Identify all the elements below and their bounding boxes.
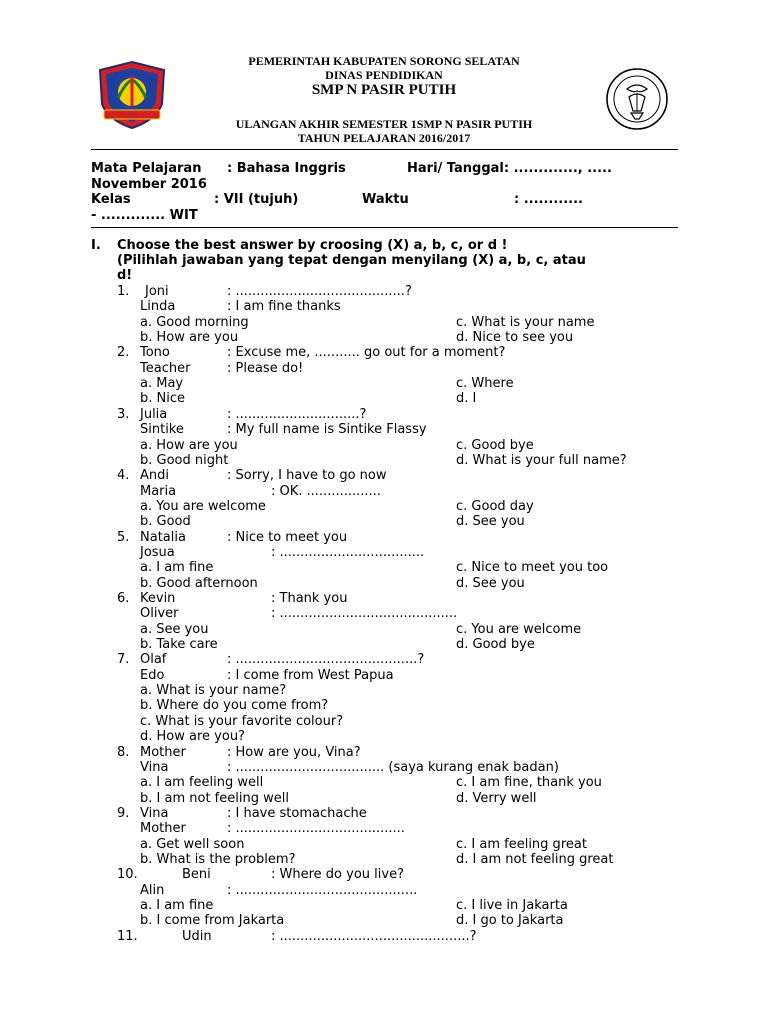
class-value: : VII (tujuh) bbox=[214, 192, 299, 207]
speaker-1: Udin bbox=[182, 929, 212, 944]
header-department: DINAS PENDIDIKAN bbox=[325, 68, 443, 82]
option-c: c. You are welcome bbox=[456, 622, 582, 637]
dialogue-line-2: : ................................... bbox=[271, 545, 425, 560]
dialogue-line-1: : Where do you live? bbox=[271, 867, 404, 882]
option-a: a. How are you bbox=[140, 438, 238, 453]
question-number: 5. bbox=[117, 530, 130, 545]
dialogue-line-2: : OK. .................. bbox=[271, 484, 381, 499]
time-continued: - ............. WIT bbox=[91, 208, 198, 223]
speaker-1: Kevin bbox=[140, 591, 176, 606]
question-number: 8. bbox=[117, 745, 130, 760]
option-c: c. Good bye bbox=[456, 438, 534, 453]
dialogue-line-1: : Thank you bbox=[271, 591, 348, 606]
speaker-1: Tono bbox=[140, 345, 170, 360]
option-b: b. What is the problem? bbox=[140, 852, 296, 867]
question-number: 10. bbox=[117, 867, 138, 882]
option-b: b. Good night bbox=[140, 453, 229, 468]
dialogue-line-1: : I have stomachache bbox=[227, 806, 367, 821]
dialogue-line-2: : My full name is Sintike Flassy bbox=[227, 422, 427, 437]
dialogue-line-1: : ..............................................? bbox=[271, 929, 477, 944]
option-a: a. You are welcome bbox=[140, 499, 266, 514]
dialogue-line-2: : .................................... (saya kurang enak badan) bbox=[227, 760, 559, 775]
question-number: 9. bbox=[117, 806, 130, 821]
header-school: SMP N PASIR PUTIH bbox=[311, 82, 457, 98]
speaker-2: Sintike bbox=[140, 422, 184, 437]
question-number: 11. bbox=[117, 929, 138, 944]
option-b: b. Good afternoon bbox=[140, 576, 258, 591]
option-c: c. What is your favorite colour? bbox=[140, 714, 344, 729]
option-a: a. What is your name? bbox=[140, 683, 287, 698]
option-b: b. Good bbox=[140, 514, 191, 529]
instruction-english: Choose the best answer by croosing (X) a, b, c, or d ! bbox=[117, 238, 508, 253]
dialogue-line-1: : ............................................? bbox=[227, 652, 425, 667]
question-number: 1. bbox=[117, 284, 130, 299]
option-d: d. Nice to see you bbox=[456, 330, 574, 345]
option-c: c. I live in Jakarta bbox=[456, 898, 568, 913]
time-value: : ............ bbox=[514, 192, 583, 207]
day-date-label: Hari/ Tanggal: ............., ..... bbox=[407, 161, 612, 176]
subject-value: : Bahasa Inggris bbox=[227, 161, 346, 176]
speaker-1: Andi bbox=[140, 468, 169, 483]
option-d: d. Good bye bbox=[456, 637, 535, 652]
speaker-2: Maria bbox=[140, 484, 177, 499]
option-a: a. I am feeling well bbox=[140, 775, 264, 790]
dialogue-line-1: : .........................................? bbox=[227, 284, 412, 299]
dialogue-line-1: : ..............................? bbox=[227, 407, 367, 422]
dialogue-line-1: : Excuse me, ........... go out for a moment? bbox=[227, 345, 506, 360]
instruction-indonesian-continued: d! bbox=[117, 268, 133, 283]
option-b: b. Take care bbox=[140, 637, 218, 652]
option-a: a. Get well soon bbox=[140, 837, 245, 852]
option-b: b. Nice bbox=[140, 391, 185, 406]
question-number: 2. bbox=[117, 345, 130, 360]
speaker-1: Joni bbox=[145, 284, 169, 299]
option-b: b. How are you bbox=[140, 330, 239, 345]
speaker-2: Oliver bbox=[140, 606, 179, 621]
option-d: d. See you bbox=[456, 576, 525, 591]
option-a: a. Good morning bbox=[140, 315, 249, 330]
speaker-2: Alin bbox=[140, 883, 165, 898]
header-government: PEMERINTAH KABUPATEN SORONG SELATAN bbox=[248, 54, 520, 68]
option-a: a. See you bbox=[140, 622, 209, 637]
speaker-2: Vina bbox=[140, 760, 169, 775]
divider bbox=[91, 149, 678, 150]
dialogue-line-2: : I am fine thanks bbox=[227, 299, 341, 314]
divider bbox=[91, 227, 678, 228]
speaker-2: Linda bbox=[140, 299, 176, 314]
dialogue-line-2: : ............................................ bbox=[227, 883, 418, 898]
section-number: I. bbox=[91, 238, 101, 253]
option-d: d. What is your full name? bbox=[456, 453, 627, 468]
dialogue-line-2: : ........................................... bbox=[271, 606, 458, 621]
option-d: d. Verry well bbox=[456, 791, 537, 806]
speaker-2: Josua bbox=[140, 545, 175, 560]
speaker-1: Beni bbox=[182, 867, 211, 882]
question-number: 3. bbox=[117, 407, 130, 422]
speaker-2: Mother bbox=[140, 821, 186, 836]
option-b: b. I am not feeling well bbox=[140, 791, 289, 806]
speaker-1: Vina bbox=[140, 806, 169, 821]
option-c: c. Where bbox=[456, 376, 514, 391]
speaker-1: Natalia bbox=[140, 530, 186, 545]
option-b: b. Where do you come from? bbox=[140, 698, 329, 713]
dialogue-line-2: : ......................................... bbox=[227, 821, 405, 836]
option-d: d. I bbox=[456, 391, 477, 406]
question-number: 6. bbox=[117, 591, 130, 606]
option-d: d. See you bbox=[456, 514, 525, 529]
option-c: c. I am fine, thank you bbox=[456, 775, 602, 790]
option-a: a. I am fine bbox=[140, 898, 214, 913]
header-school-year: TAHUN PELAJARAN 2016/2017 bbox=[297, 131, 471, 145]
dialogue-line-1: : How are you, Vina? bbox=[227, 745, 361, 760]
option-c: c. I am feeling great bbox=[456, 837, 587, 852]
class-label: Kelas bbox=[91, 192, 131, 207]
option-c: c. Good day bbox=[456, 499, 534, 514]
option-d: d. I go to Jakarta bbox=[456, 913, 564, 928]
header-exam-title: ULANGAN AKHIR SEMESTER 1SMP N PASIR PUTIH bbox=[235, 117, 533, 131]
subject-label: Mata Pelajaran bbox=[91, 161, 202, 176]
instruction-indonesian: (Pilihlah jawaban yang tepat dengan menyilang (X) a, b, c, atau bbox=[117, 253, 586, 268]
option-c: c. Nice to meet you too bbox=[456, 560, 609, 575]
option-d: d. I am not feeling great bbox=[456, 852, 614, 867]
time-label: Waktu bbox=[362, 192, 409, 207]
dialogue-line-2: : I come from West Papua bbox=[227, 668, 394, 683]
day-date-continued: November 2016 bbox=[91, 177, 207, 192]
speaker-1: Olaf bbox=[140, 652, 167, 667]
dialogue-line-2: : Please do! bbox=[227, 361, 304, 376]
option-a: a. I am fine bbox=[140, 560, 214, 575]
speaker-1: Julia bbox=[140, 407, 168, 422]
option-b: b. I come from Jakarta bbox=[140, 913, 285, 928]
speaker-2: Edo bbox=[140, 668, 165, 683]
question-number: 4. bbox=[117, 468, 130, 483]
option-d: d. How are you? bbox=[140, 729, 245, 744]
option-c: c. What is your name bbox=[456, 315, 595, 330]
question-number: 7. bbox=[117, 652, 130, 667]
option-a: a. May bbox=[140, 376, 184, 391]
speaker-2: Teacher bbox=[140, 361, 191, 376]
dialogue-line-1: : Nice to meet you bbox=[227, 530, 348, 545]
dialogue-line-1: : Sorry, I have to go now bbox=[227, 468, 387, 483]
speaker-1: Mother bbox=[140, 745, 186, 760]
